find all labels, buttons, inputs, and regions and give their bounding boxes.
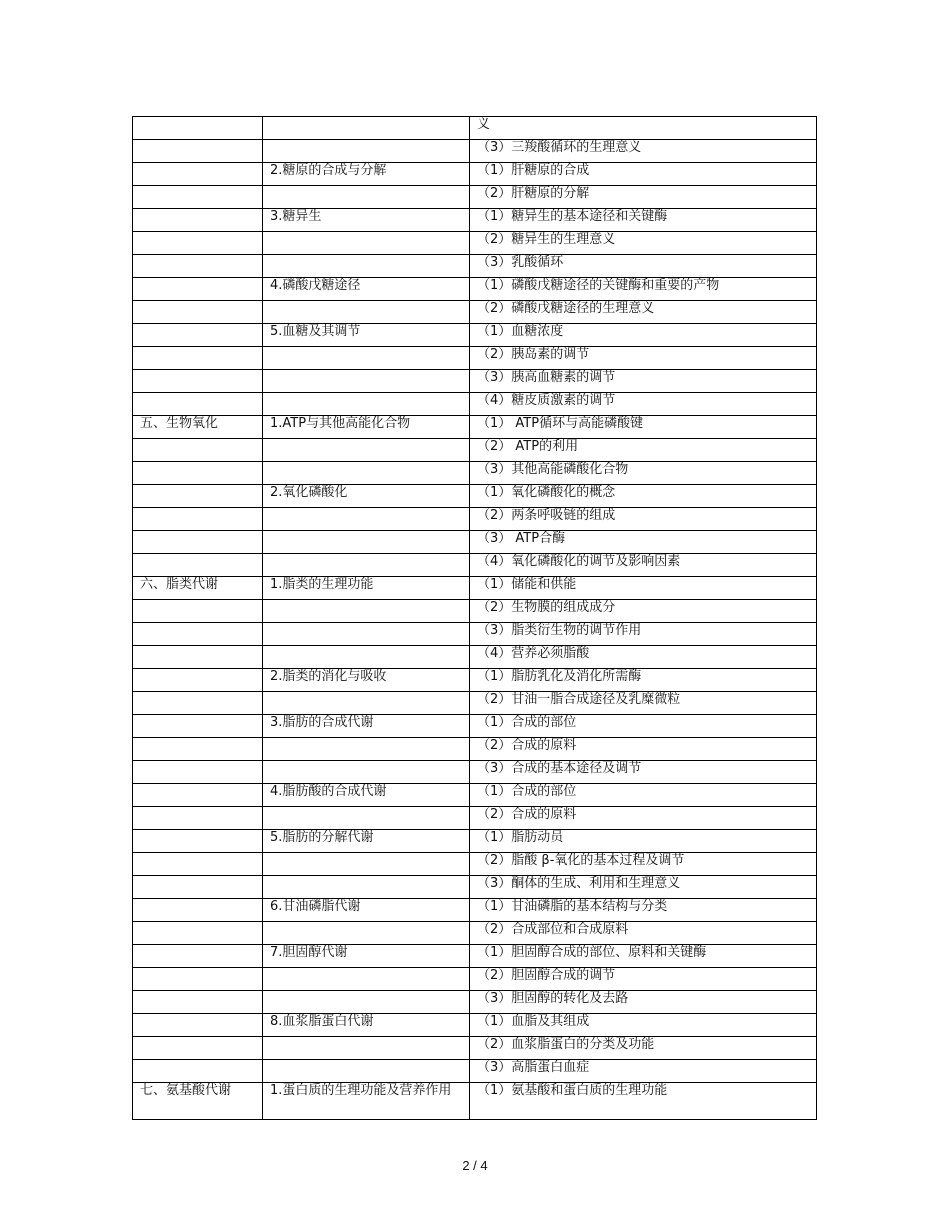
topic-cell xyxy=(263,531,470,554)
subtopic-cell: （1）糖异生的基本途径和关键酶 xyxy=(470,209,817,232)
chapter-cell xyxy=(133,140,263,163)
table-row xyxy=(133,278,817,301)
chapter-cell xyxy=(133,439,263,462)
subtopic-cell: （3）胰高血糖素的调节 xyxy=(470,370,817,393)
subtopic-cell: （1）储能和供能 xyxy=(470,577,817,600)
topic-cell: 5.血糖及其调节 xyxy=(263,324,470,347)
subtopic-cell: （4）糖皮质激素的调节 xyxy=(470,393,817,416)
chapter-cell: 七、氨基酸代谢 xyxy=(133,1083,263,1120)
subtopic-cell: （1）胆固醇合成的部位、原料和关键酶 xyxy=(470,945,817,968)
chapter-cell xyxy=(133,370,263,393)
topic-cell xyxy=(263,301,470,324)
table-row xyxy=(133,1014,817,1037)
topic-cell xyxy=(263,692,470,715)
subtopic-cell: （4）氧化磷酸化的调节及影响因素 xyxy=(470,554,817,577)
chapter-cell xyxy=(133,692,263,715)
topic-cell xyxy=(263,370,470,393)
topic-cell: 3.脂肪的合成代谢 xyxy=(263,715,470,738)
table-row xyxy=(133,1060,817,1083)
topic-cell: 4.磷酸戊糖途径 xyxy=(263,278,470,301)
topic-cell xyxy=(263,853,470,876)
topic-cell xyxy=(263,922,470,945)
subtopic-cell: （1） ATP循环与高能磷酸键 xyxy=(470,416,817,439)
chapter-cell xyxy=(133,1060,263,1083)
table-row xyxy=(133,393,817,416)
subtopic-cell: （1）脂肪乳化及消化所需酶 xyxy=(470,669,817,692)
subtopic-cell: （3）其他高能磷酸化合物 xyxy=(470,462,817,485)
chapter-cell xyxy=(133,761,263,784)
topic-cell xyxy=(263,807,470,830)
chapter-cell xyxy=(133,738,263,761)
subtopic-cell: （2）合成部位和合成原料 xyxy=(470,922,817,945)
table-row xyxy=(133,255,817,278)
table-row xyxy=(133,738,817,761)
chapter-cell xyxy=(133,186,263,209)
topic-cell xyxy=(263,968,470,991)
subtopic-cell: （1）氧化磷酸化的概念 xyxy=(470,485,817,508)
topic-cell: 8.血浆脂蛋白代谢 xyxy=(263,1014,470,1037)
topic-cell xyxy=(263,554,470,577)
table-row xyxy=(133,301,817,324)
chapter-cell xyxy=(133,968,263,991)
table-row xyxy=(133,485,817,508)
topic-cell xyxy=(263,393,470,416)
subtopic-cell: （2）肝糖原的分解 xyxy=(470,186,817,209)
subtopic-cell: （1）血糖浓度 xyxy=(470,324,817,347)
chapter-cell xyxy=(133,807,263,830)
subtopic-cell: （2）磷酸戊糖途径的生理意义 xyxy=(470,301,817,324)
subtopic-cell: （2）胆固醇合成的调节 xyxy=(470,968,817,991)
topic-cell: 7.胆固醇代谢 xyxy=(263,945,470,968)
table-row xyxy=(133,140,817,163)
chapter-cell xyxy=(133,554,263,577)
subtopic-cell: （2） ATP的利用 xyxy=(470,439,817,462)
topic-cell: 2.糖原的合成与分解 xyxy=(263,163,470,186)
subtopic-cell: （1）血脂及其组成 xyxy=(470,1014,817,1037)
subtopic-cell: （2）血浆脂蛋白的分类及功能 xyxy=(470,1037,817,1060)
subtopic-cell: （1）合成的部位 xyxy=(470,784,817,807)
chapter-cell xyxy=(133,876,263,899)
subtopic-cell: （2）合成的原料 xyxy=(470,807,817,830)
chapter-cell xyxy=(133,301,263,324)
subtopic-cell: （1）脂肪动员 xyxy=(470,830,817,853)
chapter-cell xyxy=(133,209,263,232)
chapter-cell xyxy=(133,462,263,485)
chapter-cell xyxy=(133,117,263,140)
chapter-cell xyxy=(133,715,263,738)
chapter-cell xyxy=(133,899,263,922)
table-row xyxy=(133,715,817,738)
topic-cell xyxy=(263,991,470,1014)
table-row xyxy=(133,1037,817,1060)
topic-cell xyxy=(263,1060,470,1083)
subtopic-cell: 义 xyxy=(470,117,817,140)
topic-cell: 6.甘油磷脂代谢 xyxy=(263,899,470,922)
topic-cell: 4.脂肪酸的合成代谢 xyxy=(263,784,470,807)
table-row xyxy=(133,163,817,186)
topic-cell xyxy=(263,140,470,163)
topic-cell xyxy=(263,600,470,623)
syllabus-table xyxy=(132,116,817,1120)
table-row xyxy=(133,807,817,830)
chapter-cell xyxy=(133,830,263,853)
subtopic-cell: （2）糖异生的生理意义 xyxy=(470,232,817,255)
chapter-cell xyxy=(133,531,263,554)
chapter-cell xyxy=(133,623,263,646)
topic-cell: 1.脂类的生理功能 xyxy=(263,577,470,600)
chapter-cell: 五、生物氧化 xyxy=(133,416,263,439)
chapter-cell xyxy=(133,278,263,301)
topic-cell: 2.脂类的消化与吸收 xyxy=(263,669,470,692)
subtopic-cell: （3）酮体的生成、利用和生理意义 xyxy=(470,876,817,899)
subtopic-cell: （2）胰岛素的调节 xyxy=(470,347,817,370)
table-row xyxy=(133,899,817,922)
table-row xyxy=(133,439,817,462)
topic-cell xyxy=(263,508,470,531)
topic-cell xyxy=(263,186,470,209)
table-row xyxy=(133,876,817,899)
subtopic-cell: （1）磷酸戊糖途径的关键酶和重要的产物 xyxy=(470,278,817,301)
chapter-cell xyxy=(133,347,263,370)
subtopic-cell: （1）甘油磷脂的基本结构与分类 xyxy=(470,899,817,922)
subtopic-cell: （1）肝糖原的合成 xyxy=(470,163,817,186)
topic-cell: 2.氧化磷酸化 xyxy=(263,485,470,508)
table-row xyxy=(133,991,817,1014)
subtopic-cell: （1）氨基酸和蛋白质的生理功能 xyxy=(470,1083,817,1120)
subtopic-cell: （3）胆固醇的转化及去路 xyxy=(470,991,817,1014)
subtopic-cell: （4）营养必须脂酸 xyxy=(470,646,817,669)
table-row xyxy=(133,600,817,623)
chapter-cell xyxy=(133,163,263,186)
table-row xyxy=(133,922,817,945)
chapter-cell xyxy=(133,1037,263,1060)
topic-cell xyxy=(263,738,470,761)
topic-cell: 3.糖异生 xyxy=(263,209,470,232)
table-row xyxy=(133,692,817,715)
topic-cell: 1.ATP与其他高能化合物 xyxy=(263,416,470,439)
chapter-cell xyxy=(133,1014,263,1037)
table-row xyxy=(133,968,817,991)
subtopic-cell: （3） ATP合酶 xyxy=(470,531,817,554)
table-row xyxy=(133,945,817,968)
subtopic-cell: （2）两条呼吸链的组成 xyxy=(470,508,817,531)
topic-cell xyxy=(263,761,470,784)
subtopic-cell: （2）脂酸 β-氧化的基本过程及调节 xyxy=(470,853,817,876)
table-row xyxy=(133,853,817,876)
table-row xyxy=(133,347,817,370)
chapter-cell xyxy=(133,324,263,347)
chapter-cell xyxy=(133,485,263,508)
subtopic-cell: （2）生物膜的组成成分 xyxy=(470,600,817,623)
table-row xyxy=(133,554,817,577)
topic-cell: 5.脂肪的分解代谢 xyxy=(263,830,470,853)
table-row xyxy=(133,577,817,600)
topic-cell: 1.蛋白质的生理功能及营养作用 xyxy=(263,1083,470,1120)
chapter-cell xyxy=(133,945,263,968)
table-row xyxy=(133,186,817,209)
subtopic-cell: （3）乳酸循环 xyxy=(470,255,817,278)
table-row xyxy=(133,209,817,232)
subtopic-cell: （2）甘油一脂合成途径及乳糜微粒 xyxy=(470,692,817,715)
topic-cell xyxy=(263,462,470,485)
table-row xyxy=(133,784,817,807)
chapter-cell xyxy=(133,669,263,692)
chapter-cell xyxy=(133,646,263,669)
topic-cell xyxy=(263,232,470,255)
table-row xyxy=(133,232,817,255)
topic-cell xyxy=(263,646,470,669)
table-row xyxy=(133,646,817,669)
chapter-cell xyxy=(133,255,263,278)
subtopic-cell: （3）合成的基本途径及调节 xyxy=(470,761,817,784)
chapter-cell xyxy=(133,232,263,255)
subtopic-cell: （3）三羧酸循环的生理意义 xyxy=(470,140,817,163)
table-row xyxy=(133,416,817,439)
table-row xyxy=(133,830,817,853)
topic-cell xyxy=(263,347,470,370)
chapter-cell xyxy=(133,922,263,945)
table-row xyxy=(133,370,817,393)
chapter-cell xyxy=(133,784,263,807)
chapter-cell xyxy=(133,853,263,876)
chapter-cell: 六、脂类代谢 xyxy=(133,577,263,600)
table-row xyxy=(133,623,817,646)
topic-cell xyxy=(263,117,470,140)
topic-cell xyxy=(263,255,470,278)
chapter-cell xyxy=(133,600,263,623)
table-row xyxy=(133,1083,817,1120)
chapter-cell xyxy=(133,991,263,1014)
topic-cell xyxy=(263,1037,470,1060)
subtopic-cell: （3）脂类衍生物的调节作用 xyxy=(470,623,817,646)
subtopic-cell: （2）合成的原料 xyxy=(470,738,817,761)
page-indicator: 2 / 4 xyxy=(462,1158,488,1173)
table-row xyxy=(133,669,817,692)
table-row xyxy=(133,761,817,784)
table-row xyxy=(133,508,817,531)
chapter-cell xyxy=(133,393,263,416)
table-row xyxy=(133,117,817,140)
table-row xyxy=(133,462,817,485)
subtopic-cell: （1）合成的部位 xyxy=(470,715,817,738)
topic-cell xyxy=(263,623,470,646)
chapter-cell xyxy=(133,508,263,531)
topic-cell xyxy=(263,439,470,462)
subtopic-cell: （3）高脂蛋白血症 xyxy=(470,1060,817,1083)
topic-cell xyxy=(263,876,470,899)
table-row xyxy=(133,531,817,554)
table-row xyxy=(133,324,817,347)
